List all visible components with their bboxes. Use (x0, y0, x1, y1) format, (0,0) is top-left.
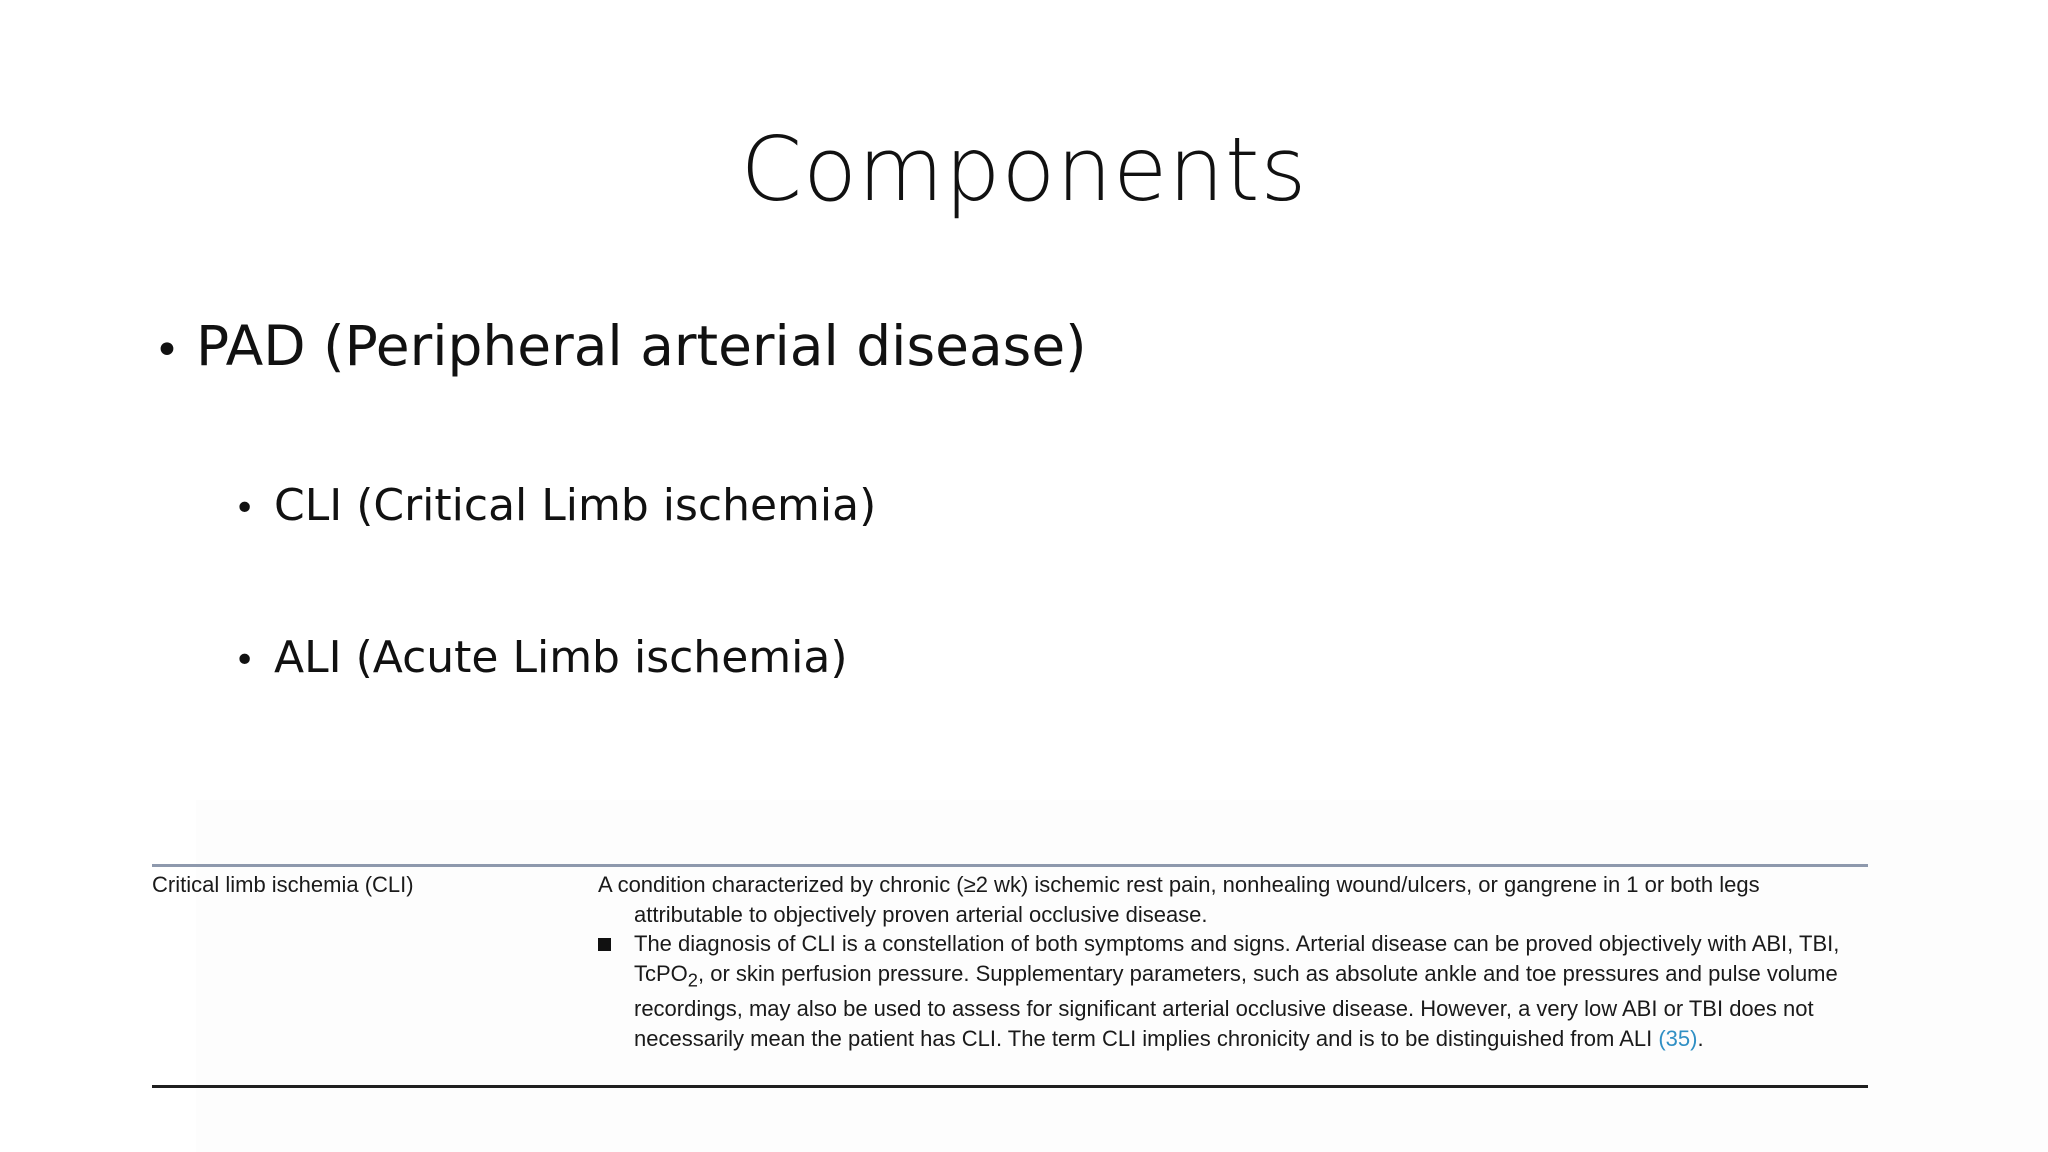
bullet-dot: • (234, 640, 256, 681)
bullet-cli (234, 480, 876, 535)
definition-note (598, 929, 1870, 1053)
square-bullet-icon (598, 938, 611, 951)
note-subscript: 2 (687, 968, 698, 990)
note-text-continued: , or skin perfusion pressure. Supplementary parameters, such as absolute ankle and toe pressures and pulse volume recordings, may also be used to assess for significant arterial occlusive disease. However, a very low ABI or TBI does not necessarily mean the patient has CLI. The term CLI implies chronicity and is to be distinguished from ALI (634, 960, 1838, 1051)
note-text: The diagnosis of CLI is a constellation of both symptoms and signs. Arterial disease can be proved objectively with ABI, TBI, TcPO (634, 931, 1840, 986)
table-term-cell: Critical limb ischemia (CLI) (152, 872, 414, 897)
table-top-rule (152, 864, 1868, 867)
definition-paragraph: A condition characterized by chronic (≥2 wk) ischemic rest pain, nonhealing wound/ulcers, or gangrene in 1 or both legs attributable to objectively proven arterial occlusive disease. (598, 872, 1760, 927)
bullet-ali-text: ALI (Acute Limb ischemia) (274, 632, 848, 683)
note-end: . (1697, 1025, 1704, 1051)
slide-title: Components (740, 118, 1308, 221)
table-bottom-rule (152, 1085, 1868, 1088)
citation-link[interactable]: (35) (1658, 1025, 1698, 1051)
bullet-cli-text: CLI (Critical Limb ischemia) (274, 480, 877, 531)
bullet-pad (154, 314, 1087, 383)
bullet-ali (234, 632, 847, 687)
bullet-pad-text: PAD (Peripheral arterial disease) (196, 314, 1087, 378)
bullet-dot: • (234, 488, 256, 529)
table-definition-cell (598, 870, 1870, 1053)
bullet-dot: • (154, 325, 180, 376)
